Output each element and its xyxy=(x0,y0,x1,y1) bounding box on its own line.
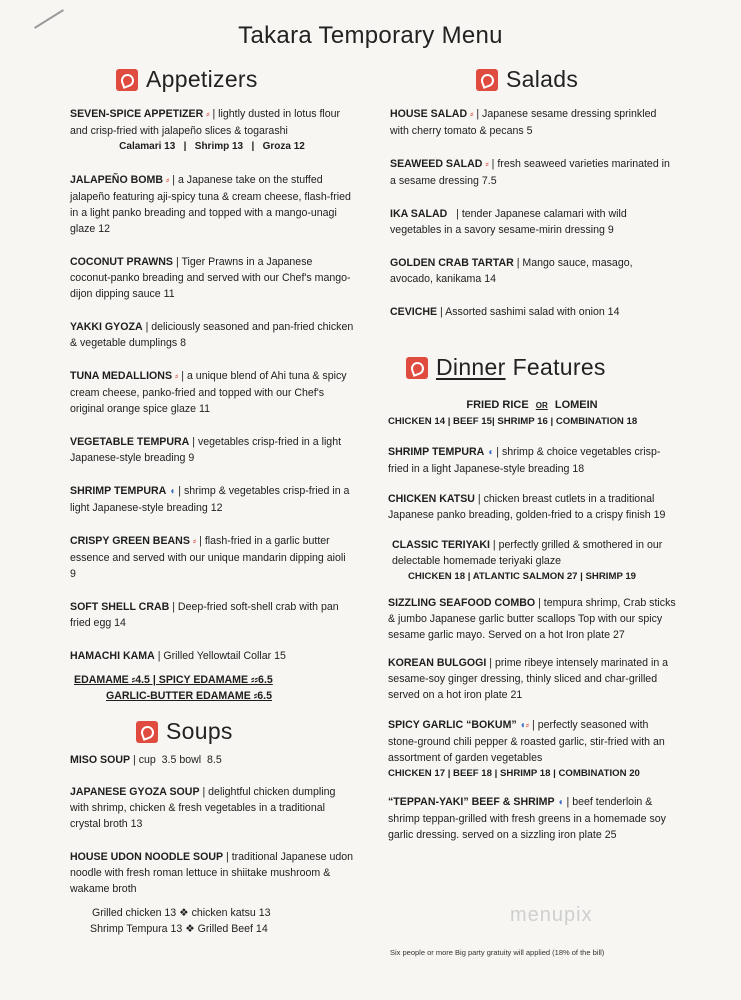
or-label: OR xyxy=(535,401,548,410)
item-name: SHRIMP TEMPURA xyxy=(70,485,167,497)
takara-logo-icon xyxy=(136,721,158,743)
takara-logo-icon xyxy=(116,69,138,91)
item-desc: | a unique blend of Ahi tuna & spicy cream cheese, panko-fried and topped with our Chef's original orange spice glaze 11 xyxy=(70,370,347,415)
item-name: YAKKI GYOZA xyxy=(70,321,143,333)
item-desc: | flash-fried in a garlic butter essence and served with our unique mandarin dipping aioli 9 xyxy=(70,535,346,580)
menu-item xyxy=(70,648,354,664)
gratuity-note: Six people or more Big party gratuity will applied (18% of the bill) xyxy=(390,948,605,957)
menupix-watermark: menupix xyxy=(510,904,593,926)
item-desc: | traditional Japanese udon noodle with fresh roman lettuce in shiitake mushroom & wakame broth xyxy=(70,851,354,895)
item-desc: | lightly dusted in lotus flour and crisp-fried with jalapeño slices & togarashi xyxy=(70,108,341,137)
udon-options-2: Shrimp Tempura 13 ❖ Grilled Beef 14 xyxy=(90,923,268,935)
appetizers-list xyxy=(70,106,354,704)
menu-item xyxy=(388,717,676,782)
menu-item xyxy=(390,156,674,189)
menu-item xyxy=(70,752,354,768)
item-options: CHICKEN 17 | BEEF 18 | SHRIMP 18 | COMBINATION 20 xyxy=(388,768,640,779)
wave-icon: ◖ xyxy=(169,486,176,497)
item-options: CHICKEN 18 | ATLANTIC SALMON 27 | SHRIMP 19 xyxy=(408,571,637,582)
item-name: GOLDEN CRAB TARTAR xyxy=(390,257,514,269)
udon-options-1: Grilled chicken 13 ❖ chicken katsu 13 xyxy=(92,907,271,919)
dinner-heading-b: Features xyxy=(512,354,606,380)
item-desc: | Grilled Yellowtail Collar 15 xyxy=(157,650,286,662)
spicy-pepper-icon: ⸗ xyxy=(174,371,179,382)
menu-item xyxy=(70,849,354,897)
item-name: IKA SALAD xyxy=(390,208,448,220)
takara-logo-icon xyxy=(476,69,498,91)
item-desc: | tempura shrimp, Crab sticks & jumbo Japanese garlic butter scallops Top with our spicy sesame garlic mayo. Served on a hot Iron plate 27 xyxy=(388,597,676,641)
item-desc: | fresh seaweed varieties marinated in a sesame dressing 7.5 xyxy=(390,158,670,187)
item-desc: | chicken breast cutlets in a traditional Japanese panko breading, golden-fried to a crispy finish 19 xyxy=(388,493,666,521)
item-name: CHICKEN KATSU xyxy=(388,493,475,505)
menu-item xyxy=(390,206,674,238)
menu-item xyxy=(388,655,676,703)
appetizers-header xyxy=(116,66,258,93)
item-name: SEAWEED SALAD xyxy=(390,158,483,170)
fried-rice-line xyxy=(388,397,676,414)
item-desc: | cup 3.5 bowl 8.5 xyxy=(133,754,222,766)
spicy-pepper-icon: ⸗ xyxy=(192,536,197,547)
item-desc: | shrimp & choice vegetables crisp-fried in a light Japanese-style breading 18 xyxy=(388,446,661,475)
item-name: COCONUT PRAWNS xyxy=(70,256,173,268)
item-desc: | Japanese sesame dressing sprinkled with cherry tomato & pecans 5 xyxy=(390,108,657,137)
menu-item xyxy=(70,106,354,155)
item-name: HAMACHI KAMA xyxy=(70,650,155,662)
edamame-line: EDAMAME ⸗4.5 | SPICY EDAMAME ⸗⸗6.5 xyxy=(74,674,273,686)
spicy-pepper-icon: ⸗ xyxy=(485,159,489,170)
fried-rice-label: FRIED RICE xyxy=(466,399,529,411)
item-name: CRISPY GREEN BEANS xyxy=(70,535,190,547)
spicy-pepper-icon: ⸗ xyxy=(206,109,210,120)
item-desc: | Assorted sashimi salad with onion 14 xyxy=(440,306,620,318)
garlic-edamame-line: GARLIC-BUTTER EDAMAME ⸗6.5 xyxy=(106,690,272,702)
menu-item xyxy=(388,595,676,643)
item-desc: | shrimp & vegetables crisp-fried in a light Japanese-style breading 12 xyxy=(70,485,350,514)
item-desc: | vegetables crisp-fried in a light Japanese-style breading 9 xyxy=(70,436,342,464)
item-name: SOFT SHELL CRAB xyxy=(70,601,170,613)
item-name: JAPANESE GYOZA SOUP xyxy=(70,786,200,798)
item-desc: | perfectly seasoned with stone-ground chili pepper & roasted garlic, stir-fried with an assortment of garden vegetables xyxy=(388,719,665,764)
dinner-header xyxy=(406,354,606,381)
lomein-label: LOMEIN xyxy=(554,399,598,411)
item-name: MISO SOUP xyxy=(70,754,131,766)
appetizers-heading: Appetizers xyxy=(146,66,258,92)
spicy-pepper-icon: ⸗ xyxy=(525,720,530,731)
menu-item xyxy=(70,434,354,466)
item-desc: | deliciously seasoned and pan-fried chicken & vegetable dumplings 8 xyxy=(70,321,354,349)
salads-header xyxy=(476,66,578,93)
item-name: KOREAN BULGOGI xyxy=(388,657,487,669)
takara-logo-icon xyxy=(406,357,428,379)
item-name: VEGETABLE TEMPURA xyxy=(70,436,190,448)
item-name: SPICY GARLIC “BOKUM” xyxy=(388,719,517,731)
spicy-pepper-icon: ⸗ xyxy=(470,109,474,120)
item-options: Calamari 13 | Shrimp 13 | Groza 12 xyxy=(119,141,305,152)
wave-icon: ◖ xyxy=(557,797,564,808)
menu-item xyxy=(70,319,354,351)
item-desc: | a Japanese take on the stuffed jalapeño featuring aji-spicy tuna & cream cheese, flash-fried in a light panko breading and topped with a mango-unagi glaze 12 xyxy=(70,174,351,235)
item-desc: | Tiger Prawns in a Japanese coconut-panko breading and served with our Chef's mango-dijon dipping sauce 11 xyxy=(70,256,351,300)
item-desc: | tender Japanese calamari with wild vegetables in a savory sesame-mirin dressing 9 xyxy=(390,208,630,236)
soups-list xyxy=(70,752,354,937)
menu-item xyxy=(70,483,354,516)
salads-heading: Salads xyxy=(506,66,579,92)
item-desc: | Deep-fried soft-shell crab with pan fried egg 14 xyxy=(70,601,339,629)
item-desc: | delightful chicken dumpling with shrimp, chicken & fresh vegetables in a traditional crystal broth 13 xyxy=(70,786,336,830)
item-name: SEVEN-SPICE APPETIZER xyxy=(70,108,204,120)
item-desc: | perfectly grilled & smothered in our delectable homemade teriyaki glaze xyxy=(392,539,663,567)
menu-item xyxy=(388,491,676,523)
item-name: TUNA MEDALLIONS xyxy=(70,370,173,382)
menu-item xyxy=(70,254,354,302)
menu-item xyxy=(390,304,674,320)
menu-item xyxy=(70,368,354,417)
menu-title: Takara Temporary Menu xyxy=(238,22,503,49)
item-desc: | prime ribeye intensely marinated in a sesame-soy ginger dressing, thinly sliced and char-grilled served on a hot iron plate 21 xyxy=(388,657,669,701)
menu-item xyxy=(388,537,676,585)
wave-icon: ◖ xyxy=(519,720,526,731)
menu-item xyxy=(70,533,354,582)
item-name: CEVICHE xyxy=(390,306,438,318)
fried-rice-options: CHICKEN 14 | BEEF 15| SHRIMP 16 | COMBINATION 18 xyxy=(388,416,638,427)
item-name: SHRIMP TEMPURA xyxy=(388,446,485,458)
menu-item xyxy=(70,599,354,631)
item-name: HOUSE UDON NOODLE SOUP xyxy=(70,851,224,863)
spicy-pepper-icon: ⸗ xyxy=(165,175,170,186)
menu-item xyxy=(70,784,354,832)
soups-header xyxy=(136,718,233,745)
menu-item xyxy=(388,794,676,843)
salads-list xyxy=(390,106,674,337)
menu-item xyxy=(390,106,674,139)
dinner-heading-a: Dinner xyxy=(436,354,506,380)
soups-heading: Soups xyxy=(166,718,233,744)
item-name: CLASSIC TERIYAKI xyxy=(392,539,490,551)
dinner-list xyxy=(388,397,676,860)
item-name: HOUSE SALAD xyxy=(390,108,468,120)
menu-item xyxy=(388,444,676,477)
item-name: “TEPPAN-YAKI” BEEF & SHRIMP xyxy=(388,796,555,808)
item-desc: | beef tenderloin & shrimp teppan-grilled with fresh greens in a homemade soy garlic dressing. served on a sizzling iron plate 25 xyxy=(388,796,666,841)
item-name: JALAPEÑO BOMB xyxy=(70,174,163,186)
item-name: SIZZLING SEAFOOD COMBO xyxy=(388,597,536,609)
menu-item xyxy=(390,255,674,287)
item-desc: | Mango sauce, masago, avocado, kanikama 14 xyxy=(390,257,633,285)
menu-item xyxy=(70,172,354,237)
wave-icon: ◖ xyxy=(487,447,494,458)
